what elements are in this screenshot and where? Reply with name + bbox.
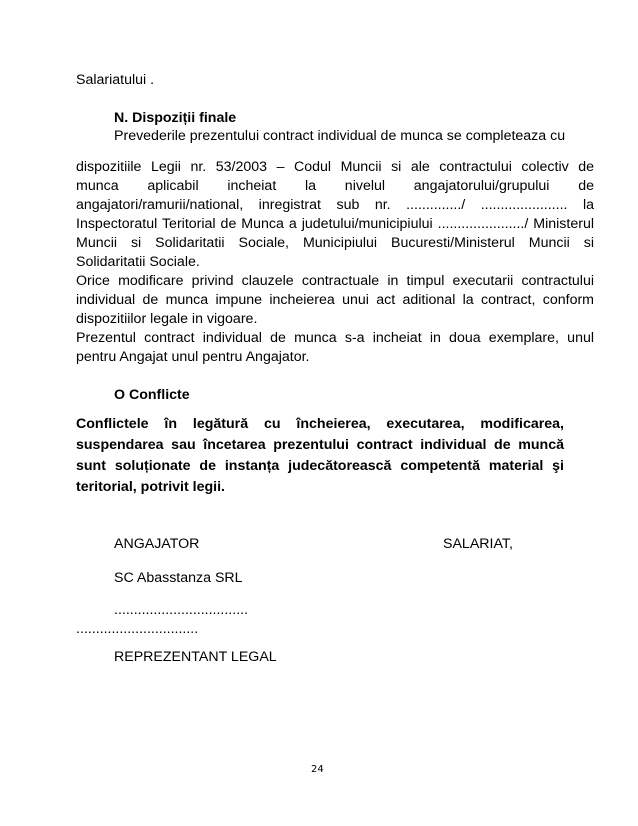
page-number: 24	[311, 764, 324, 775]
company-name: SC Abasstanza SRL	[114, 570, 243, 586]
employee-signature-dots: ...............................	[76, 621, 199, 637]
section-n-line: Orice modificare privind clauzele contractuale in timpul executarii contractului	[76, 273, 594, 289]
section-n-intro: Prevederile prezentului contract individual de munca se completeaza cu	[114, 128, 566, 144]
employer-signature-dots: ..................................	[114, 602, 249, 618]
section-n-line: pentru Angajat unul pentru Angajator.	[76, 349, 310, 365]
section-n-line: munca aplicabil incheiat la nivelul angajatorului/grupului de	[76, 178, 594, 194]
section-n-line: Solidaritatii Sociale.	[76, 254, 200, 270]
salariatului-line: Salariatului .	[76, 72, 155, 88]
section-n-line: Muncii si Solidaritatii Sociale, Municipiului Bucuresti/Ministerul Muncii si	[76, 235, 594, 251]
section-n-line: dispozitiilor legale in vigoare.	[76, 311, 258, 327]
employer-label: ANGAJATOR	[114, 536, 200, 552]
section-o-line: teritorial, potrivit legii.	[76, 479, 225, 495]
section-n-line: Prezentul contract individual de munca s-a incheiat in doua exemplare, unul	[76, 330, 594, 346]
employee-label: SALARIAT,	[443, 536, 513, 552]
section-n-line: Inspectoratul Teritorial de Munca a judetului/municipiului ....................../ Ministerul	[76, 216, 594, 232]
section-n-line: dispozitiile Legii nr. 53/2003 – Codul Muncii si ale contractului colectiv de	[76, 159, 594, 175]
section-n-heading: N. Dispoziții finale	[114, 110, 237, 126]
legal-representative-label: REPREZENTANT LEGAL	[114, 649, 277, 665]
section-n-line: angajatori/ramurii/national, inregistrat sub nr. ............../ ...................... la	[76, 197, 594, 213]
section-o-line: suspendarea sau încetarea prezentului contract individual de muncă	[76, 437, 564, 453]
section-o-heading: O Conflicte	[114, 387, 190, 403]
section-o-line: Conflictele în legătură cu încheierea, executarea, modificarea,	[76, 416, 564, 432]
section-n-line: individual de munca impune incheierea unui act aditional la contract, conform	[76, 292, 594, 308]
section-o-line: sunt soluționate de instanța judecătorească competentă material şi	[76, 458, 564, 474]
